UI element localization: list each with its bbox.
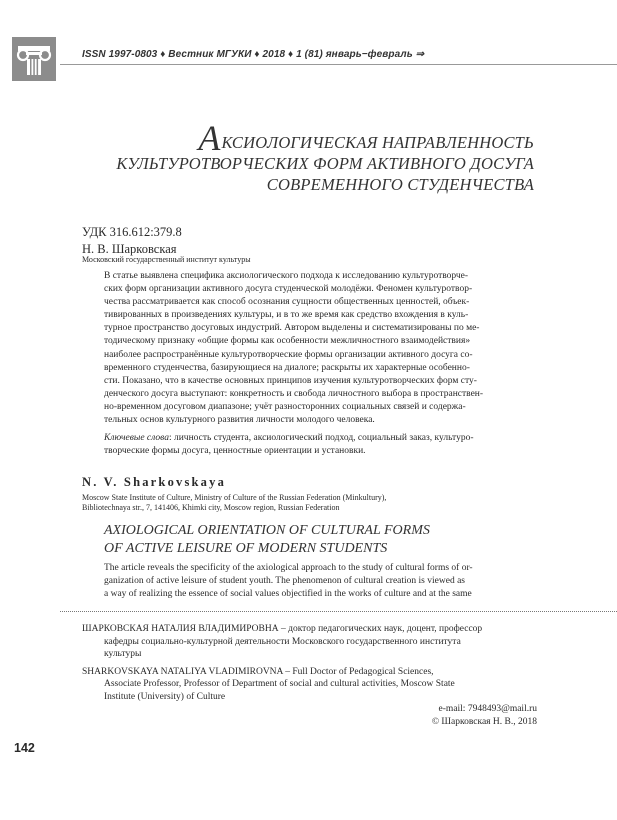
abstract-line: тодическому признаку «общие формы как особенности межличностного взаимодействия» (104, 336, 471, 347)
abstract-line: В статье выявлена специфика аксиологического подхода к исследованию культуротворче- (104, 271, 469, 281)
title-line-1: АКСИОЛОГИЧЕСКАЯ НАПРАВЛЕННОСТЬ (198, 118, 534, 158)
bio-en-line: Associate Professor, Professor of Department of social and cultural activities, Moscow State (104, 679, 455, 689)
keywords-line: творческие формы досуга, ценностные ориентации и установки. (104, 446, 366, 456)
footer-divider (60, 611, 617, 612)
keywords-ru (104, 432, 536, 458)
bio-en-line: Institute (University) of Culture (104, 691, 226, 702)
page-number: 142 (14, 741, 35, 755)
abstract-line: чества рассматривается как способ осознания сущности общественных ценностей, объек- (104, 297, 470, 308)
abstract-en (104, 562, 536, 601)
title-en-line-2: OF ACTIVE LEISURE OF MODERN STUDENTS (104, 541, 388, 556)
author-en: N. V. Sharkovskaya (82, 475, 227, 489)
abstract-line: временного студенчества, базирующиеся на диалоге; раскрыты их характерные особенно- (104, 362, 470, 373)
abstract-line: ских форм организации активного досуга студенческой молодёжи. Феномен культуротвор- (104, 284, 473, 295)
abstract-en-line: a way of realizing the essence of social values objectified in the works of culture and at the same (104, 589, 472, 599)
bio-ru-line: культуры (104, 649, 142, 659)
title-en-line-1: AXIOLOGICAL ORIENTATION OF CULTURAL FORMS (104, 523, 430, 538)
abstract-line: денческого досуга выступают: конкретность и свобода личностного выбора в пространствен- (104, 388, 484, 399)
udk-code: УДК 316.612:379.8 (82, 225, 182, 239)
affiliation-ru: Московский государственный институт культуры (82, 255, 251, 264)
author-ru: Н. В. Шарковская (82, 242, 177, 256)
article-title-ru (116, 118, 534, 195)
keywords-label: Ключевые слова (104, 433, 169, 443)
affiliation-en-line: Moscow State Institute of Culture, Ministry of Culture of the Russian Federation (Minkultury), (82, 493, 387, 502)
abstract-line: сти. Показано, что в качестве основных принципов изучения культуротворческих форм сту- (104, 375, 477, 386)
title-initial: А (198, 118, 221, 158)
abstract-line: тивированных в произведениях культуры, и в то же время как средство вхождения в куль- (104, 310, 469, 321)
running-head: ISSN 1997-0803 ♦ Вестник МГУКИ ♦ 2018 ♦ 1 (81) январь−февраль ⇒ (82, 49, 425, 60)
affiliation-en (82, 493, 386, 513)
keywords-line: : личность студента, аксиологический подход, социальный заказ, культуро- (168, 433, 474, 443)
bio-en-line: SHARKOVSKAYA NATALIYA VLADIMIROVNA – Full Doctor of Pedagogical Sciences, (82, 666, 434, 677)
column-capital-icon (12, 37, 56, 81)
abstract-line: тельных основ культурного развития личности молодого человека. (104, 415, 375, 426)
abstract-en-line: ganization of active leisure of student youth. The phenomenon of cultural creation is viewed as (104, 576, 465, 586)
bio-ru-line: ШАРКОВСКАЯ НАТАЛИЯ ВЛАДИМИРОВНА – доктор педагогических наук, доцент, профессор (82, 624, 483, 634)
article-title-en (104, 522, 430, 558)
abstract-en-line: The article reveals the specificity of the axiological approach to the study of cultural forms of or- (104, 563, 473, 573)
title-line-3: СОВРЕМЕННОГО СТУДЕНЧЕСТВА (266, 175, 534, 194)
email-link[interactable]: e-mail: 7948493@mail.ru (438, 704, 537, 714)
title-line-2: КУЛЬТУРОТВОРЧЕСКИХ ФОРМ АКТИВНОГО ДОСУГА (116, 154, 534, 173)
abstract-ru (104, 270, 536, 427)
abstract-line: наиболее распространённые культуротворческие формы организации активного досуга со- (104, 349, 473, 360)
abstract-line: турное пространство досуговых индустрий. Автором выделены и систематизированы по ме- (104, 323, 480, 334)
abstract-line: но-временном досуговом диапазоне; учёт разносторонних социальных связей и содержа- (104, 401, 466, 412)
bio-ru-name: ШАРКОВСКАЯ НАТАЛИЯ ВЛАДИМИРОВНА (82, 624, 279, 634)
contact-block (432, 703, 537, 728)
author-bio (82, 623, 542, 703)
header-rule (60, 64, 617, 65)
bio-ru-line: кафедры социально-культурной деятельности Московского государственного института (104, 636, 461, 647)
affiliation-en-line: Bibliotechnaya str., 7, 141406, Khimki city, Moscow region, Russian Federation (82, 503, 340, 512)
copyright: © Шарковская Н. В., 2018 (431, 716, 537, 727)
journal-logo (12, 37, 56, 81)
